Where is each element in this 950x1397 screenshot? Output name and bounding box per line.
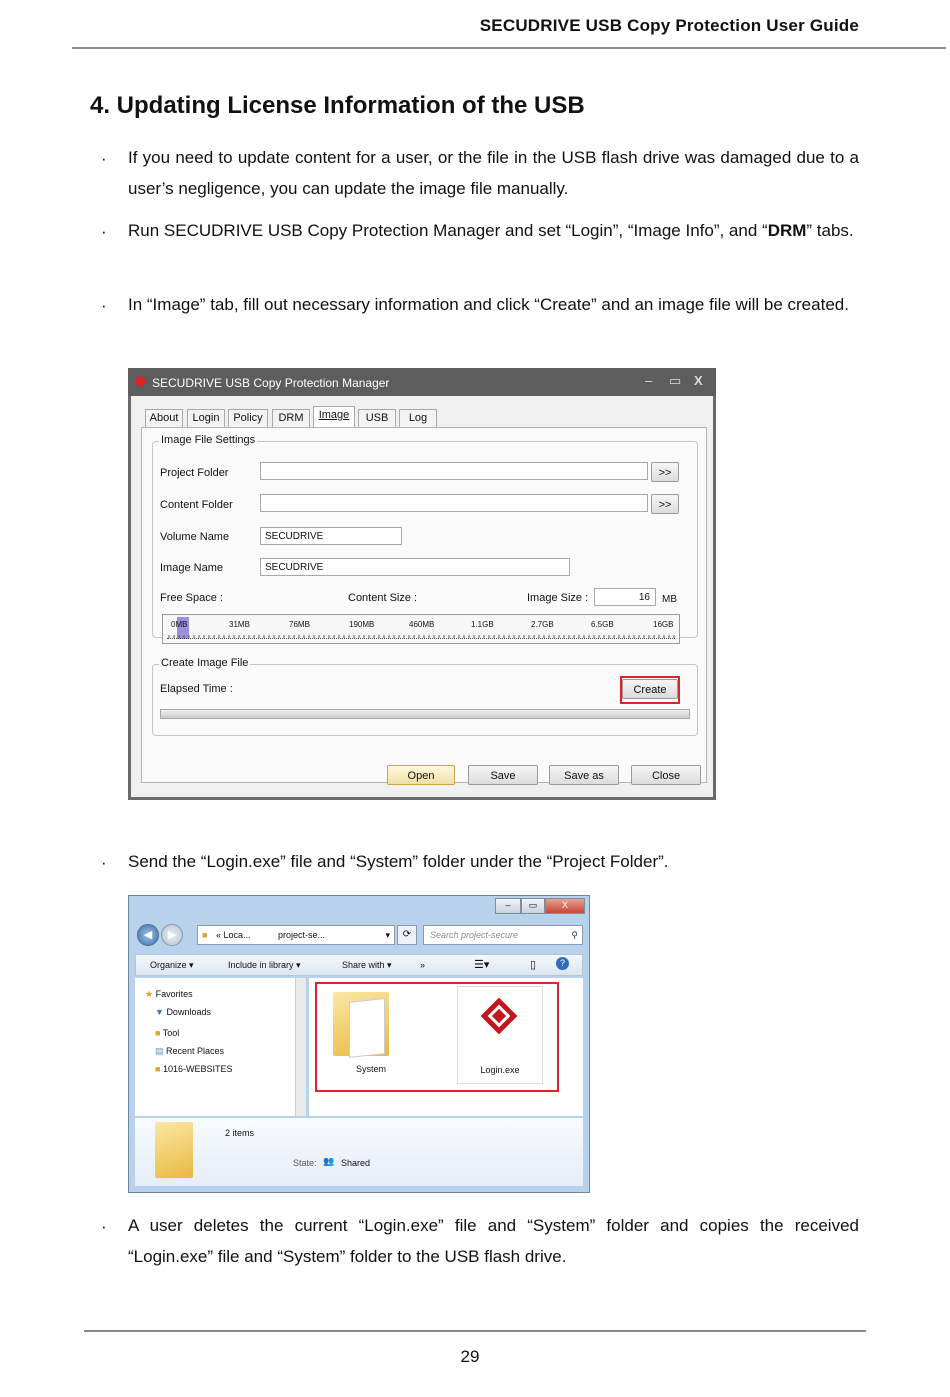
footer-rule bbox=[84, 1330, 866, 1332]
bullet-image-tab: In “Image” tab, fill out necessary information and click “Create” and an image file will be created. bbox=[128, 295, 849, 314]
manager-window-title: SECUDRIVE USB Copy Protection Manager bbox=[152, 376, 390, 390]
folder-icon: ■ bbox=[202, 930, 208, 940]
content-folder-browse-button[interactable]: >> bbox=[651, 494, 679, 514]
bullet-send-files: Send the “Login.exe” file and “System” folder under the “Project Folder”. bbox=[128, 852, 669, 871]
minimize-button[interactable]: – bbox=[495, 898, 521, 914]
bullet-marker: · bbox=[101, 296, 107, 315]
save-button[interactable]: Save bbox=[468, 765, 538, 785]
scale-tick-label: 31MB bbox=[229, 620, 250, 629]
explorer-window bbox=[128, 895, 590, 1193]
secudrive-logo-icon bbox=[134, 375, 147, 388]
folder-icon: ■ bbox=[155, 1064, 161, 1074]
scale-ticks bbox=[167, 632, 675, 639]
scale-tick-label: 2.7GB bbox=[531, 620, 554, 629]
content-folder-input[interactable] bbox=[260, 494, 648, 512]
image-name-input[interactable]: SECUDRIVE bbox=[260, 558, 570, 576]
include-in-library-button[interactable]: Include in library ▾ bbox=[228, 960, 301, 970]
scale-tick-label: 6.5GB bbox=[591, 620, 614, 629]
address-segment[interactable]: « Loca... bbox=[216, 930, 251, 940]
file-name: System bbox=[355, 1064, 386, 1074]
project-folder-label: Project Folder bbox=[160, 467, 229, 479]
maximize-button[interactable]: ▭ bbox=[521, 898, 545, 914]
header-rule bbox=[72, 47, 946, 49]
scale-tick-label: 190MB bbox=[349, 620, 375, 629]
back-icon[interactable]: ◀ bbox=[137, 924, 159, 946]
item-count: 2 items bbox=[225, 1128, 255, 1138]
folder-icon: ■ bbox=[155, 1028, 161, 1038]
close-window-button[interactable]: X bbox=[694, 373, 703, 388]
maximize-button[interactable]: ▭ bbox=[669, 373, 682, 388]
tab-usb[interactable]: USB bbox=[358, 409, 396, 427]
bullet-user-copies: A user deletes the current “Login.exe” file and “System” folder and copies the received “Login.exe” file and “System” folder to the USB flash drive. bbox=[128, 1216, 859, 1266]
folder-icon bbox=[155, 1122, 193, 1178]
image-size-unit: MB bbox=[662, 594, 677, 605]
file-item-system[interactable] bbox=[329, 986, 413, 1082]
shared-users-icon: 👥 bbox=[323, 1156, 335, 1166]
view-options-icon[interactable]: ☰▾ bbox=[474, 959, 490, 971]
scale-tick-label: 16GB bbox=[653, 620, 674, 629]
image-size-slider[interactable] bbox=[162, 614, 680, 644]
bullet-marker: · bbox=[101, 222, 107, 241]
image-tab-panel bbox=[141, 427, 707, 783]
details-pane bbox=[135, 1118, 583, 1186]
scale-tick-label: 0MB bbox=[171, 620, 188, 629]
image-size-label: Image Size : bbox=[527, 592, 589, 604]
preview-pane-icon[interactable]: ▯ bbox=[530, 959, 537, 971]
page-number: 29 bbox=[460, 1347, 480, 1366]
nav-item-downloads[interactable]: ▼ Downloads bbox=[155, 1007, 211, 1017]
manager-title-bar bbox=[128, 368, 716, 396]
nav-item-1016-websites[interactable]: ■ 1016-WEBSITES bbox=[155, 1064, 233, 1074]
minimize-button[interactable]: – bbox=[645, 373, 653, 388]
project-folder-browse-button[interactable]: >> bbox=[651, 462, 679, 482]
file-name: Login.exe bbox=[480, 1065, 520, 1075]
create-progress-bar bbox=[160, 709, 690, 719]
explorer-toolbar bbox=[135, 954, 583, 976]
more-button[interactable]: » bbox=[420, 960, 426, 970]
create-button[interactable]: Create bbox=[622, 679, 678, 699]
forward-icon[interactable]: ▶ bbox=[161, 924, 183, 946]
search-placeholder: Search project-secure bbox=[430, 930, 519, 940]
volume-name-label: Volume Name bbox=[160, 531, 230, 543]
close-button[interactable]: Close bbox=[631, 765, 701, 785]
open-button[interactable]: Open bbox=[387, 765, 455, 785]
navigation-scrollbar[interactable] bbox=[295, 978, 306, 1116]
create-image-file-group bbox=[152, 664, 698, 736]
bullet-run-manager: Run SECUDRIVE USB Copy Protection Manager and set “Login”, “Image Info”, and “DRM” tabs. bbox=[128, 221, 854, 240]
tab-about[interactable]: About bbox=[145, 409, 183, 427]
scale-tick-label: 1.1GB bbox=[471, 620, 494, 629]
state-value: Shared bbox=[341, 1158, 371, 1168]
share-with-button[interactable]: Share with ▾ bbox=[342, 960, 392, 970]
free-space-label: Free Space : bbox=[160, 592, 223, 604]
create-highlight-box bbox=[620, 676, 680, 704]
navigation-pane bbox=[135, 978, 305, 1116]
bullet-marker: · bbox=[101, 1217, 107, 1236]
content-size-label: Content Size : bbox=[348, 592, 418, 604]
tab-image[interactable]: Image bbox=[313, 406, 355, 427]
volume-name-input[interactable]: SECUDRIVE bbox=[260, 527, 402, 545]
chevron-down-icon[interactable]: ▾ bbox=[385, 930, 390, 940]
save-as-button[interactable]: Save as bbox=[549, 765, 619, 785]
recent-places-icon: ▤ bbox=[155, 1046, 164, 1056]
search-icon[interactable]: ⚲ bbox=[571, 930, 578, 940]
star-icon: ★ bbox=[145, 989, 154, 999]
manager-body bbox=[131, 396, 713, 797]
content-folder-label: Content Folder bbox=[160, 499, 233, 511]
search-input[interactable] bbox=[423, 925, 583, 945]
organize-button[interactable]: Organize ▾ bbox=[150, 960, 194, 970]
bullet-marker: · bbox=[101, 853, 107, 872]
document-header: SECUDRIVE USB Copy Protection User Guide bbox=[479, 16, 859, 35]
tab-policy[interactable]: Policy bbox=[228, 409, 268, 427]
image-file-settings-label: Image File Settings bbox=[161, 434, 256, 446]
help-icon[interactable]: ? bbox=[556, 957, 569, 970]
section-title: 4. Updating License Information of the USB bbox=[90, 92, 585, 119]
tab-login[interactable]: Login bbox=[187, 409, 225, 427]
refresh-icon[interactable]: ⟳ bbox=[397, 925, 417, 945]
nav-item-recent-places[interactable]: ▤ Recent Places bbox=[155, 1046, 225, 1056]
scale-tick-label: 76MB bbox=[289, 620, 310, 629]
scale-tick-label: 460MB bbox=[409, 620, 435, 629]
address-bar[interactable] bbox=[197, 925, 395, 945]
project-folder-input[interactable] bbox=[260, 462, 648, 480]
file-item-login-exe[interactable] bbox=[457, 986, 543, 1084]
bullet-marker: · bbox=[101, 149, 107, 168]
nav-item-tool[interactable]: ■ Tool bbox=[155, 1028, 180, 1038]
close-window-button[interactable]: X bbox=[545, 898, 585, 914]
state-label: State: bbox=[293, 1158, 317, 1168]
tab-log[interactable]: Log bbox=[399, 409, 437, 427]
bullet-update-manually: If you need to update content for a user, or the file in the USB flash drive was damaged due to a user’s negligence, you can update the image file manually. bbox=[128, 148, 859, 198]
manager-window bbox=[128, 368, 716, 800]
nav-item-favorites[interactable]: ★ Favorites bbox=[145, 989, 193, 999]
folder-paper-icon bbox=[349, 998, 385, 1058]
image-name-label: Image Name bbox=[160, 562, 223, 574]
tab-drm[interactable]: DRM bbox=[272, 409, 310, 427]
downloads-icon: ▼ bbox=[155, 1007, 164, 1017]
image-size-input[interactable]: 16 bbox=[594, 588, 656, 606]
address-segment[interactable]: project-se... bbox=[278, 930, 326, 940]
create-image-file-label: Create Image File bbox=[161, 657, 249, 669]
elapsed-time-label: Elapsed Time : bbox=[160, 683, 233, 695]
file-list bbox=[309, 978, 583, 1116]
